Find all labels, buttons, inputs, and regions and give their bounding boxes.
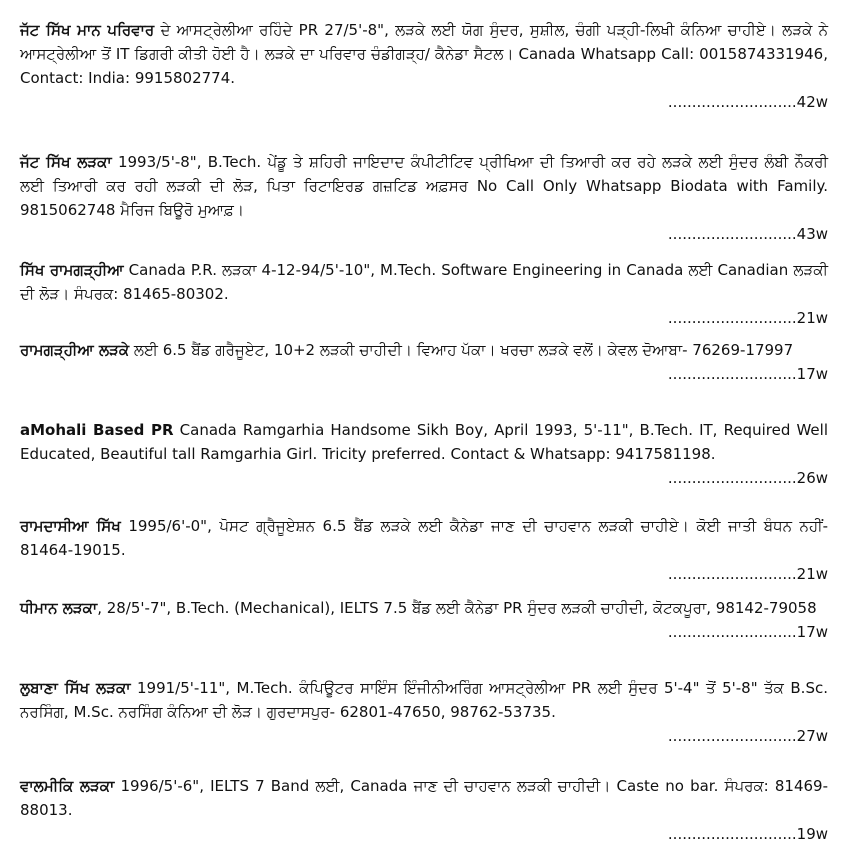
ad-body: 1995/6'-0", ਪੋਸਟ ਗ੍ਰੈਜੂਏਸ਼ਨ 6.5 ਬੈਂਡ ਲੜਕੇ ਲਈ ਕੈਨੇਡਾ ਜਾਣ ਦੀ ਚਾਹਵਾਨ ਲੜਕੀ ਚਾਹੀਏ। ਕੋਈ ਜਾਤੀ ਬੰਧਨ ਨਹੀਂ- 81464-19015. xyxy=(20,517,828,559)
ad-code: ...........................19w xyxy=(668,822,828,846)
ad-code: ...........................21w xyxy=(668,562,828,586)
ad-heading: ਰਾਮਗੜ੍ਹੀਆ ਲੜਕੇ xyxy=(20,341,130,359)
ad-body: ਦੇ ਆਸਟ੍ਰੇਲੀਆ ਰਹਿੰਦੇ PR 27/5'-8", ਲੜਕੇ ਲਈ ਯੋਗ ਸੁੰਦਰ, ਸੁਸ਼ੀਲ, ਚੰਗੀ ਪੜ੍ਹੀ-ਲਿਖੀ ਕੰਨਿਆ ਚਾਹੀਏ। ਲੜਕੇ ਨੇ ਆਸਟ੍ਰੇਲੀਆ ਤੋਂ IT ਡਿਗਰੀ ਕੀਤੀ ਹੋਈ ਹੈ। ਲੜਕੇ ਦਾ ਪਰਿਵਾਰ ਚੰਡੀਗੜ੍ਹ/ ਕੈਨੇਡਾ ਸੈਟਲ। Canada Whatsapp Call: 0015874331946, Contact: India: 9915802774. xyxy=(20,21,828,87)
ad-code: ...........................43w xyxy=(668,222,828,246)
classified-ad-3 xyxy=(20,258,828,330)
ad-code: ...........................21w xyxy=(668,306,828,330)
ad-body: Canada Ramgarhia Handsome Sikh Boy, April 1993, 5'-11", B.Tech. IT, Required Well Educated, Beautiful tall Ramgarhia Girl. Tricity preferred. Contact & Whatsapp: 9417581198. xyxy=(20,421,828,463)
ad-body: Canada P.R. ਲੜਕਾ 4-12-94/5'-10", M.Tech. Software Engineering in Canada ਲਈ Canadian ਲੜਕੀ ਦੀ ਲੋੜ। ਸੰਪਰਕ: 81465-80302. xyxy=(20,261,828,303)
ad-code: ...........................26w xyxy=(668,466,828,490)
ad-body: 1996/5'-6", IELTS 7 Band ਲਈ, Canada ਜਾਣ ਦੀ ਚਾਹਵਾਨ ਲੜਕੀ ਚਾਹੀਦੀ। Caste no bar. ਸੰਪਰਕ: 81469-88013. xyxy=(20,777,828,819)
ad-code: ...........................17w xyxy=(668,620,828,644)
classified-ad-5 xyxy=(20,418,828,490)
classified-ad-4 xyxy=(20,338,828,386)
ad-heading: ਸਿੱਖ ਰਾਮਗੜ੍ਹੀਆ xyxy=(20,261,124,279)
ad-body: 1993/5'-8", B.Tech. ਪੇਂਡੂ ਤੇ ਸ਼ਹਿਰੀ ਜਾਇਦਾਦ ਕੰਪੀਟੀਟਿਵ ਪ੍ਰੀਖਿਆ ਦੀ ਤਿਆਰੀ ਕਰ ਰਹੇ ਲੜਕੇ ਲਈ ਸੁੰਦਰ ਲੰਬੀ ਨੌਕਰੀ ਲਈ ਤਿਆਰੀ ਕਰ ਰਹੀ ਲੜਕੀ ਦੀ ਲੋੜ, ਪਿਤਾ ਰਿਟਾਇਰਡ ਗਜ਼ਟਿਡ ਅਫ਼ਸਰ No Call Only Whatsapp Biodata with Family. 9815062748 ਮੈਰਿਜ ਬਿਊਰੋ ਮੁਆਫ਼। xyxy=(20,153,829,219)
ad-heading: ਜੱਟ ਸਿੱਖ ਮਾਨ ਪਰਿਵਾਰ xyxy=(20,21,155,39)
ad-code: ...........................27w xyxy=(668,724,828,748)
ad-code: ...........................42w xyxy=(668,90,828,114)
ad-code: ...........................17w xyxy=(668,362,828,386)
ad-heading: ਲੁਬਾਣਾ ਸਿੱਖ ਲੜਕਾ xyxy=(20,679,131,697)
ad-heading: ਰਾਮਦਾਸੀਆ ਸਿੱਖ xyxy=(20,517,121,535)
ad-body: ਲਈ 6.5 ਬੈਂਡ ਗਰੈਜੂਏਟ, 10+2 ਲੜਕੀ ਚਾਹੀਦੀ। ਵਿਆਹ ਪੱਕਾ। ਖਰਚਾ ਲੜਕੇ ਵਲੋਂ। ਕੇਵਲ ਦੋਆਬਾ- 76269-17997 xyxy=(129,341,794,359)
classified-ad-1 xyxy=(20,18,828,114)
classified-ad-8 xyxy=(20,676,828,748)
classified-ad-6 xyxy=(20,514,828,586)
classified-ad-9 xyxy=(20,774,828,846)
ad-heading: ਜੱਟ ਸਿੱਖ ਲੜਕਾ xyxy=(20,153,112,171)
classified-ad-2 xyxy=(20,150,828,246)
ad-heading: ਧੀਮਾਨ ਲੜਕਾ xyxy=(20,599,98,617)
ad-heading: aMohali Based PR xyxy=(20,421,174,439)
classified-ad-7 xyxy=(20,596,828,644)
ad-body: 1991/5'-11", M.Tech. ਕੰਪਿਊਟਰ ਸਾਇੰਸ ਇੰਜੀਨੀਅਰਿੰਗ ਆਸਟ੍ਰੇਲੀਆ PR ਲਈ ਸੁੰਦਰ 5'-4" ਤੋਂ 5'-8" ਤੱਕ B.Sc. ਨਰਸਿੰਗ, M.Sc. ਨਰਸਿੰਗ ਕੰਨਿਆ ਦੀ ਲੋੜ। ਗੁਰਦਾਸਪੁਰ- 62801-47650, 98762-53735. xyxy=(20,679,828,721)
ad-heading: ਵਾਲਮੀਕਿ ਲੜਕਾ xyxy=(20,777,115,795)
ad-body: , 28/5'-7", B.Tech. (Mechanical), IELTS 7.5 ਬੈਂਡ ਲਈ ਕੈਨੇਡਾ PR ਸੁੰਦਰ ਲੜਕੀ ਚਾਹੀਦੀ, ਕੋਟਕਪੂਰਾ, 98142-79058 xyxy=(97,599,817,617)
